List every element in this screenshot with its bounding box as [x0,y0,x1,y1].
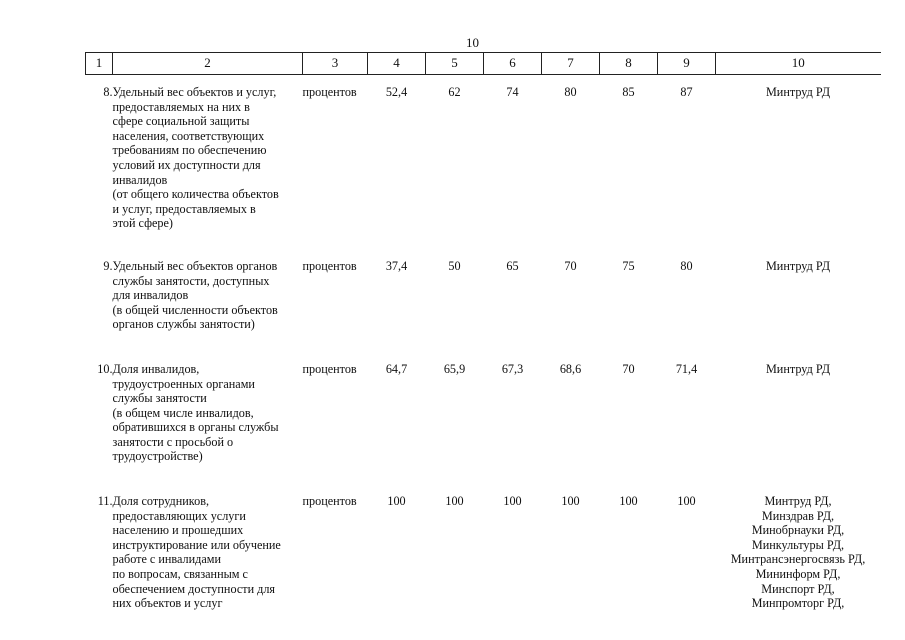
row-number: 11. [97,494,113,509]
indicator-name-line: работе с инвалидами [112,552,221,567]
column-header: 5 [426,53,484,75]
indicator-name-line: условий их доступности для [112,157,261,172]
value-cell: 70 [564,258,577,273]
indicator-name-line: трудоустроенных органами [112,376,255,391]
indicator-name [113,332,303,464]
responsible-line: Минздрав РД, [761,508,835,523]
column-header: 3 [303,53,368,75]
value-cell: 64,7 [385,361,408,376]
indicator-name-line: предоставляющих услуги [112,508,246,523]
indicator-name-line: занятости с просьбой о [112,434,234,449]
indicator-name [113,464,303,611]
indicator-name-line: них объектов и услуг [112,596,223,611]
indicator-name-line: службы занятости [112,391,207,406]
indicator-name-line: службы занятости, доступных [112,273,270,288]
indicator-name-line: инвалидов [112,172,168,187]
value-cell: 75 [622,258,635,273]
indicator-name-line: Доля инвалидов, [112,361,200,376]
table-row [86,332,881,464]
responsible-line: Минпромторг РД, [751,596,845,611]
indicator-name-line: инструктирование или обучение [112,537,281,552]
value-cell: 80 [680,258,693,273]
row-number: 9. [103,258,113,273]
indicator-name-line: предоставляемых на них в [112,99,250,114]
unit-cell: процентов [302,494,357,509]
indicator-name-line: Доля сотрудников, [112,494,209,509]
responsible-line: Минтруд РД [765,85,831,99]
indicator-name-line: (в общей численности объектов [112,302,278,317]
indicators-table [85,52,881,611]
indicator-name-line: обратившихся в органы службы [112,420,279,435]
indicator-name-line: требованиям по обеспечению [112,143,267,158]
value-cell: 100 [561,494,580,509]
indicator-name-line: (в общем числе инвалидов, [112,405,254,420]
indicator-name [113,231,303,332]
value-cell: 37,4 [385,258,408,273]
responsible-cell [716,332,881,464]
table-row [86,231,881,332]
indicator-name-line: для инвалидов [112,288,189,303]
indicator-name-line: (от общего количества объектов [112,187,279,202]
indicator-name-line: трудоустройстве) [112,449,203,464]
responsible-line: Минтруд РД [765,361,831,376]
column-header: 8 [600,53,658,75]
responsible-line: Минкультуры РД, [751,537,845,552]
unit-cell: процентов [302,361,357,376]
unit-cell: процентов [302,258,357,273]
responsible-line: Мининформ РД, [755,567,841,582]
column-header: 2 [113,53,303,75]
table-row [86,75,881,231]
value-cell: 71,4 [675,361,698,376]
value-cell: 52,4 [385,85,408,99]
value-cell: 100 [677,494,696,509]
value-cell: 80 [564,85,577,99]
value-cell: 50 [448,258,461,273]
value-cell: 100 [445,494,464,509]
column-header: 7 [542,53,600,75]
responsible-line: Минтруд РД [765,258,831,273]
indicator-name-line: и услуг, предоставляемых в [112,201,256,216]
indicator-name-line: по вопросам, связанным с [112,567,248,582]
value-cell: 100 [387,494,406,509]
responsible-cell [716,75,881,231]
value-cell: 65,9 [443,361,466,376]
table-row [86,464,881,611]
responsible-line: Минтрансэнергосвязь РД, [730,552,866,567]
header-row [86,53,881,75]
indicator-name-line: Удельный вес объектов органов [112,258,278,273]
value-cell: 70 [622,361,635,376]
responsible-cell [716,464,881,611]
row-number: 8. [103,85,113,99]
responsible-line: Минобрнауки РД, [751,523,845,538]
unit-cell: процентов [302,85,357,99]
indicator-name-line: Удельный вес объектов и услуг, [112,85,277,99]
responsible-line: Минспорт РД, [761,581,835,596]
value-cell: 87 [680,85,693,99]
row-number: 10. [97,361,113,376]
column-header: 10 [716,53,881,75]
indicator-name-line: населения, соответствующих [112,128,265,143]
responsible-line: Минтруд РД, [764,494,832,509]
indicator-name-line: сфере социальной защиты [112,114,250,129]
page-number: 10 [466,35,479,50]
value-cell: 100 [503,494,522,509]
indicator-name-line: органов службы занятости) [112,317,255,332]
column-header: 1 [86,53,113,75]
indicator-name-line: населению и прошедших [112,523,244,538]
responsible-cell [716,231,881,332]
value-cell: 67,3 [501,361,524,376]
value-cell: 85 [622,85,635,99]
indicator-name [113,75,303,231]
column-header: 4 [368,53,426,75]
table-body [86,75,881,611]
column-header: 9 [658,53,716,75]
value-cell: 74 [506,85,519,99]
value-cell: 100 [619,494,638,509]
column-header: 6 [484,53,542,75]
indicator-name-line: обеспечением доступности для [112,581,276,596]
value-cell: 62 [448,85,461,99]
value-cell: 65 [506,258,519,273]
indicator-name-line: этой сфере) [112,216,173,231]
value-cell: 68,6 [559,361,582,376]
